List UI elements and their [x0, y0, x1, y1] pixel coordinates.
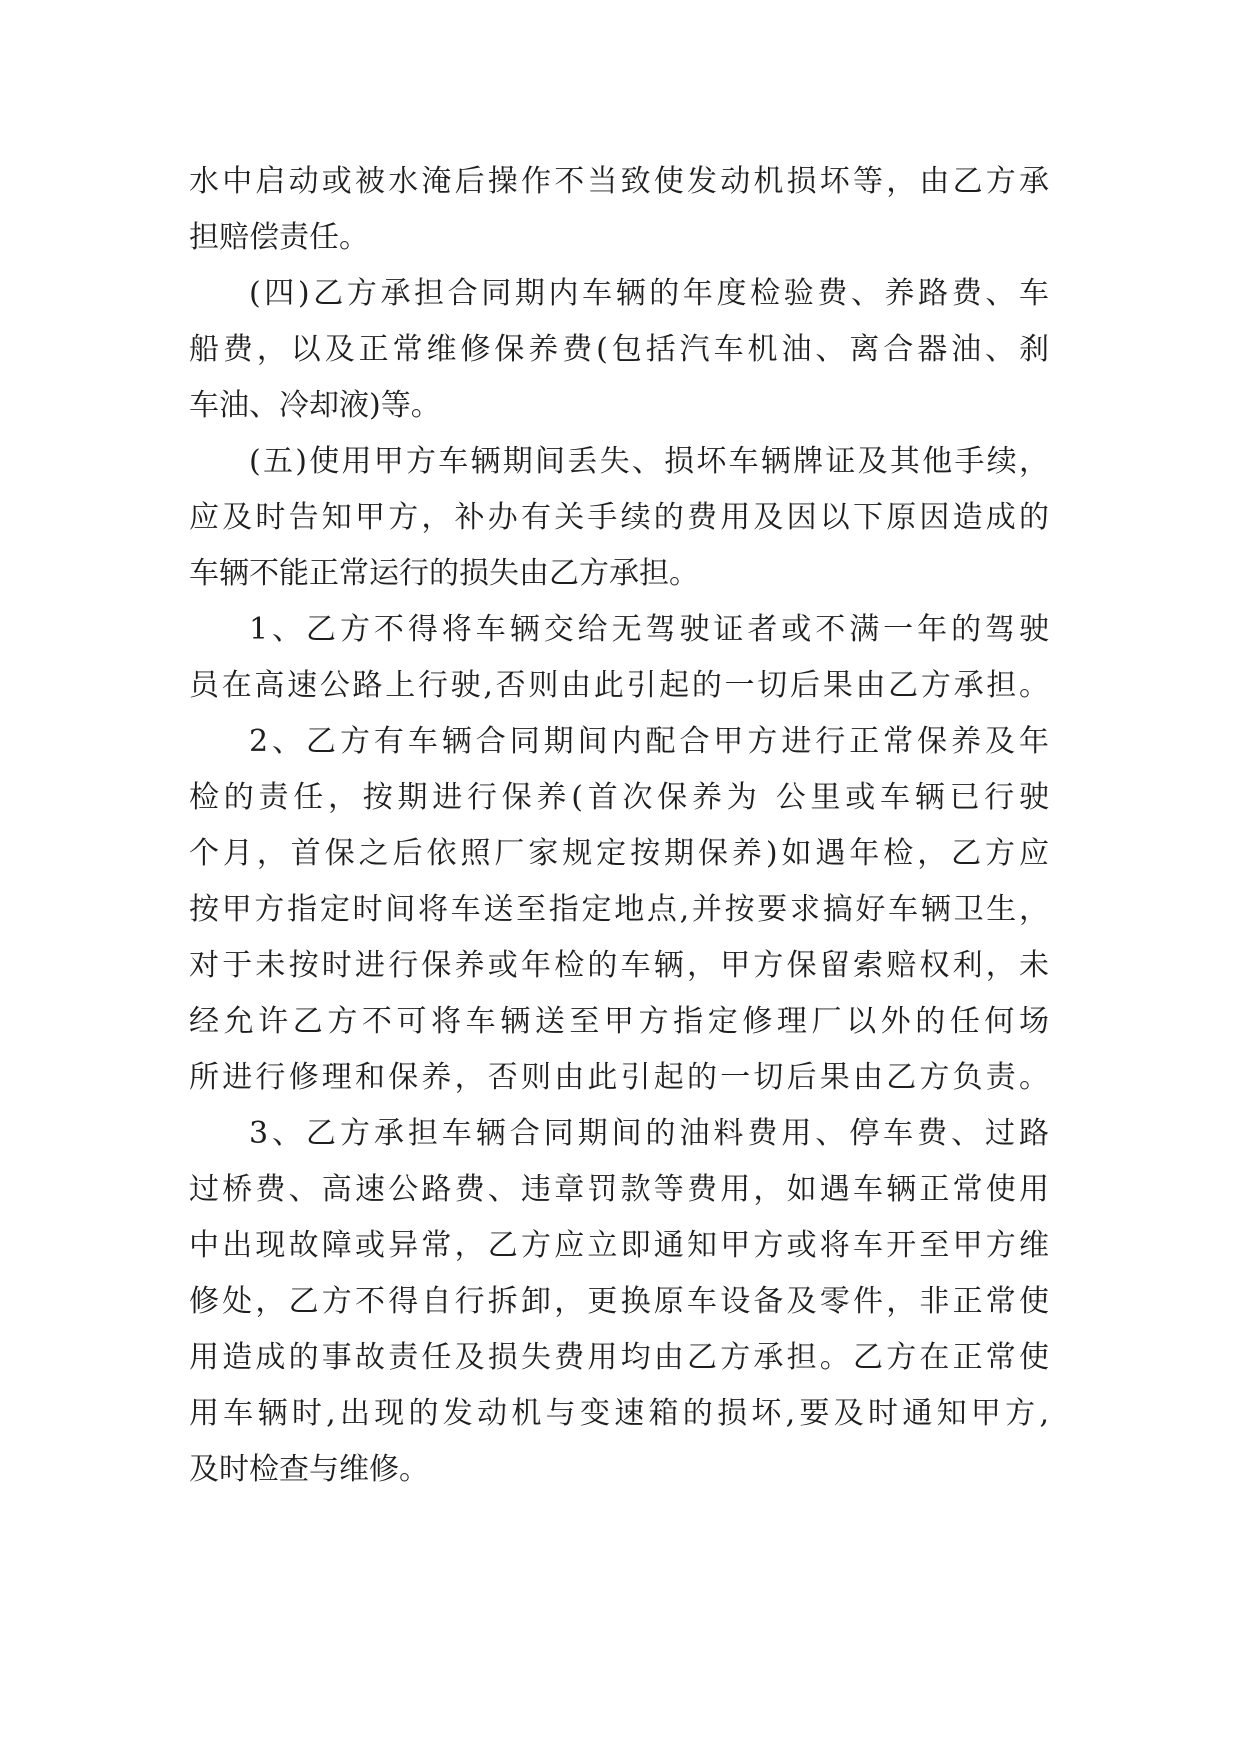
text-line: 修处，乙方不得自行拆卸，更换原车设备及零件，非正常使	[189, 1284, 1049, 1319]
text-line: 及时检查与维修。	[189, 1452, 429, 1487]
paragraph-start-line: (四)乙方承担合同期内车辆的年度检验费、养路费、车	[249, 276, 1049, 311]
text-line: 按甲方指定时间将车送至指定地点,并按要求搞好车辆卫生，	[189, 892, 1049, 927]
text-line: 对于未按时进行保养或年检的车辆，甲方保留索赔权利，未	[189, 948, 1049, 983]
text-line: 员在高速公路上行驶,否则由此引起的一切后果由乙方承担。	[189, 668, 1049, 703]
paragraph-start-line: 3、乙方承担车辆合同期间的油料费用、停车费、过路	[249, 1116, 1049, 1151]
text-line: 经允许乙方不可将车辆送至甲方指定修理厂以外的任何场	[189, 1004, 1049, 1039]
document-body	[189, 154, 1049, 1498]
text-line: 水中启动或被水淹后操作不当致使发动机损坏等，由乙方承	[189, 164, 1049, 199]
paragraph-start-line: 2、乙方有车辆合同期间内配合甲方进行正常保养及年	[249, 724, 1049, 759]
text-line: 所进行修理和保养，否则由此引起的一切后果由乙方负责。	[189, 1060, 1049, 1095]
text-line: 用造成的事故责任及损失费用均由乙方承担。乙方在正常使	[189, 1340, 1049, 1375]
paragraph-start-line: (五)使用甲方车辆期间丢失、损坏车辆牌证及其他手续，	[249, 444, 1049, 479]
text-line: 车辆不能正常运行的损失由乙方承担。	[189, 556, 699, 591]
text-line: 船费，以及正常维修保养费(包括汽车机油、离合器油、刹	[189, 332, 1049, 367]
text-line: 担赔偿责任。	[189, 220, 369, 255]
text-line: 应及时告知甲方，补办有关手续的费用及因以下原因造成的	[189, 500, 1049, 535]
text-line: 车油、冷却液)等。	[189, 388, 441, 423]
text-line: 个月，首保之后依照厂家规定按期保养)如遇年检，乙方应	[189, 836, 1049, 871]
paragraph-start-line: 1、乙方不得将车辆交给无驾驶证者或不满一年的驾驶	[249, 612, 1049, 647]
text-line: 过桥费、高速公路费、违章罚款等费用，如遇车辆正常使用	[189, 1172, 1049, 1207]
text-line: 用车辆时,出现的发动机与变速箱的损坏,要及时通知甲方,	[189, 1396, 1049, 1431]
text-line: 检的责任，按期进行保养(首次保养为 公里或车辆已行驶	[189, 780, 1049, 815]
text-line: 中出现故障或异常，乙方应立即通知甲方或将车开至甲方维	[189, 1228, 1049, 1263]
